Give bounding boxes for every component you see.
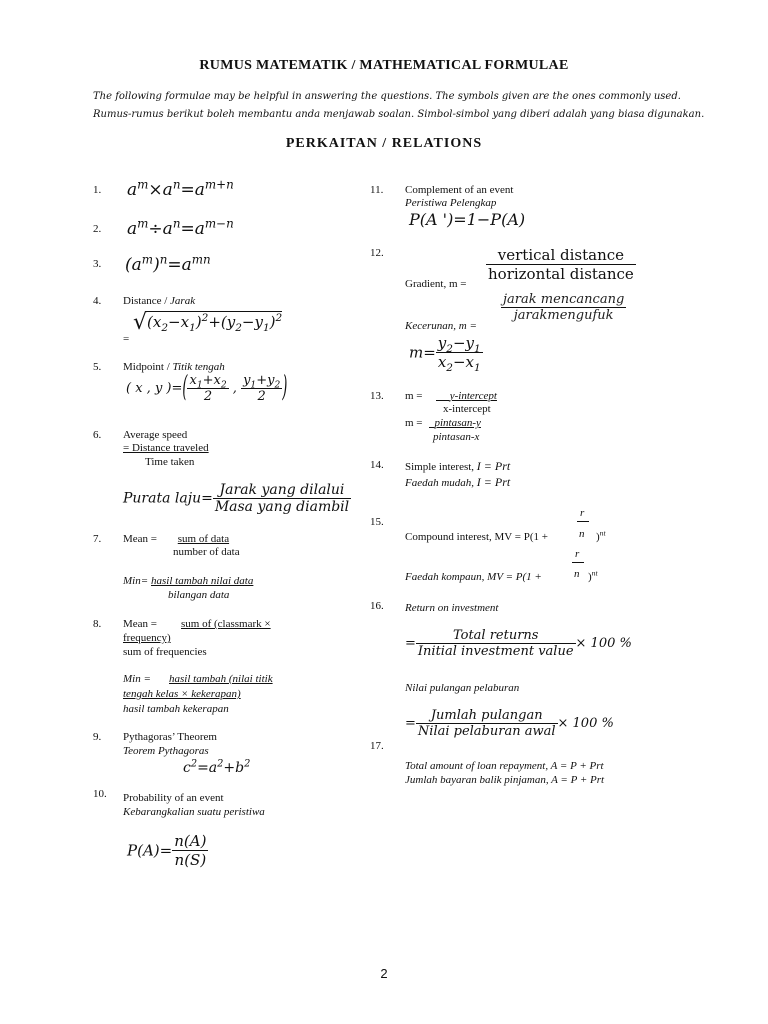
compound-interest-malay: Faedah kompaun, MV = P(1 + [405, 571, 542, 583]
roi-label-malay: Nilai pulangan pelaburan [405, 682, 520, 694]
loan-repayment: Total amount of loan repayment, A = P + Prt [405, 760, 604, 772]
intercept-denominator: x-intercept [443, 403, 491, 415]
grouped-mean-numerator-line2: frequency) [123, 632, 171, 644]
item-5-label: Midpoint / Titik tengah [123, 361, 225, 373]
mean-malay-lhs: Min= [123, 575, 149, 587]
gradient-fraction-malay: $\frac{\text{jarak mencancang}}{\text{jarakmengufuk}}$ [503, 292, 625, 323]
speed-denominator: Time taken [145, 456, 195, 468]
formula-2: $a^m\div a^n=a^{m-n}$ [127, 216, 234, 239]
gradient-fraction: $\frac{\text{vertical distance}}{\text{horizontal distance}}$ [488, 246, 634, 283]
intercept-numerator-malay: pintasan-y [434, 417, 481, 429]
mean-numerator: sum of data [177, 533, 230, 545]
item-4-label: Distance / Jarak [123, 295, 196, 307]
intro-malay: Rumus-rumus berikut boleh membantu anda menjawab soalan. Simbol-simbol yang diberi adalah yang biasa digunakan. [93, 109, 705, 120]
grouped-mean-numerator-line1: sum of (classmark × [181, 618, 271, 630]
grouped-mean-malay-lhs: Min = [123, 673, 151, 685]
section-title: PERKAITAN / RELATIONS [285, 136, 483, 151]
complement-label: Complement of an event [405, 184, 514, 196]
complement-formula: P(A ')=1−P(A) [409, 210, 526, 229]
item-number: 5. [93, 361, 102, 373]
probability-formula: P(A)= $\frac{n(A)}{n(S)}$ [127, 832, 207, 869]
intro-english: The following formulae may be helpful in answering the questions. The symbols given are the ones commonly used. [93, 91, 681, 102]
midpoint-formula: ( x , y )=( $\frac{x_1+x_2}{2}$ , $\frac{y_1+y_2}{2}$ ) [126, 372, 288, 405]
intercept-m-label-malay: m = [405, 417, 423, 429]
item-number: 7. [93, 533, 102, 545]
compound-n: n [579, 528, 585, 540]
pythagoras-label: Pythagoras’ Theorem [123, 731, 217, 743]
probability-label-malay: Kebarangkalian suatu peristiwa [123, 806, 265, 818]
item-number: 17. [370, 740, 384, 752]
simple-interest: Simple interest, I = Prt [405, 459, 511, 473]
item-number: 6. [93, 429, 102, 441]
speed-formula-malay: Purata laju= $\frac{\text{Jarak yang dilalui}}{\text{Masa yang diambil}}$ [123, 482, 350, 515]
item-number: 16. [370, 600, 384, 612]
roi-label: Return on investment [405, 602, 499, 614]
item-number: 9. [93, 731, 102, 743]
compound-interest: Compound interest, MV = P(1 + [405, 531, 548, 543]
item-number: 10. [93, 788, 107, 800]
gradient-points-formula: m= $\frac{y_2-y_1}{x_2-x_1}$ [409, 334, 481, 374]
formula-1: $a^m\times a^n=a^{m+n}$ [127, 177, 234, 200]
compound-r: r [580, 507, 585, 519]
gradient-label: Gradient, m = [405, 278, 467, 290]
loan-repayment-malay: Jumlah bayaran balik pinjaman, A = P + Prt [405, 774, 605, 786]
intercept-numerator: y-intercept [449, 390, 497, 402]
item-6-label: Average speed [123, 429, 188, 441]
intercept-denominator-malay: pintasan-x [433, 431, 480, 443]
item-number: 2. [93, 223, 102, 235]
mean-malay-numerator: hasil tambah nilai data [151, 575, 254, 587]
grouped-mean-malay-numerator-line1: hasil tambah (nilai titik [169, 673, 273, 685]
formula-3: $(a^m)^n=a^{mn}$ [125, 252, 211, 275]
item-number: 11. [370, 184, 384, 196]
item-number: 8. [93, 618, 102, 630]
compound-close-malay: )$^{nt}$ [588, 568, 598, 583]
item-number: 15. [370, 516, 384, 528]
item-number: 12. [370, 247, 384, 259]
mean-malay-denominator: bilangan data [168, 589, 230, 601]
roi-formula-malay: = $\frac{\text{Jumlah pulangan}}{\text{Nilai pelaburan awal}}$ × 100 % [405, 708, 614, 739]
item-number: 4. [93, 295, 102, 307]
compound-close: )$^{nt}$ [596, 528, 606, 543]
complement-label-malay: Peristiwa Pelengkap [405, 197, 497, 209]
speed-numerator: = Distance traveled [123, 442, 209, 454]
simple-interest-malay: Faedah mudah, I = Prt [405, 475, 511, 489]
pythagoras-formula: $c^2=a^2+b^2$ [183, 758, 251, 776]
equals-sign: = [123, 333, 130, 345]
grouped-mean-label: Mean = [123, 618, 157, 630]
gradient-label-malay: Kecerunan, m = [405, 320, 477, 332]
intercept-m-label: m = [405, 390, 423, 402]
compound-fraction-bar-malay [572, 562, 584, 563]
page-title: RUMUS MATEMATIK / MATHEMATICAL FORMULAE [199, 58, 569, 73]
grouped-mean-denominator: sum of frequencies [123, 646, 207, 658]
item-number: 14. [370, 459, 384, 471]
compound-fraction-bar [577, 521, 589, 522]
item-number: 13. [370, 390, 384, 402]
roi-formula: = $\frac{\text{Total returns}}{\text{Initial investment value}}$ × 100 % [405, 628, 632, 659]
grouped-mean-malay-denominator: hasil tambah kekerapan [123, 703, 229, 715]
pythagoras-label-malay: Teorem Pythagoras [123, 745, 209, 757]
compound-n-malay: n [574, 568, 580, 580]
mean-label: Mean = [123, 533, 157, 545]
mean-denominator: number of data [173, 546, 240, 558]
distance-formula: $√(x_2-x_1)^2+(y_2-y_1)^2$ [133, 310, 283, 335]
item-number: 1. [93, 184, 102, 196]
item-number: 3. [93, 258, 102, 270]
page-number: 2 [380, 966, 388, 981]
compound-r-malay: r [575, 548, 580, 560]
grouped-mean-malay-numerator-line2: tengah kelas × kekerapan) [123, 688, 241, 700]
probability-label: Probability of an event [123, 792, 224, 804]
